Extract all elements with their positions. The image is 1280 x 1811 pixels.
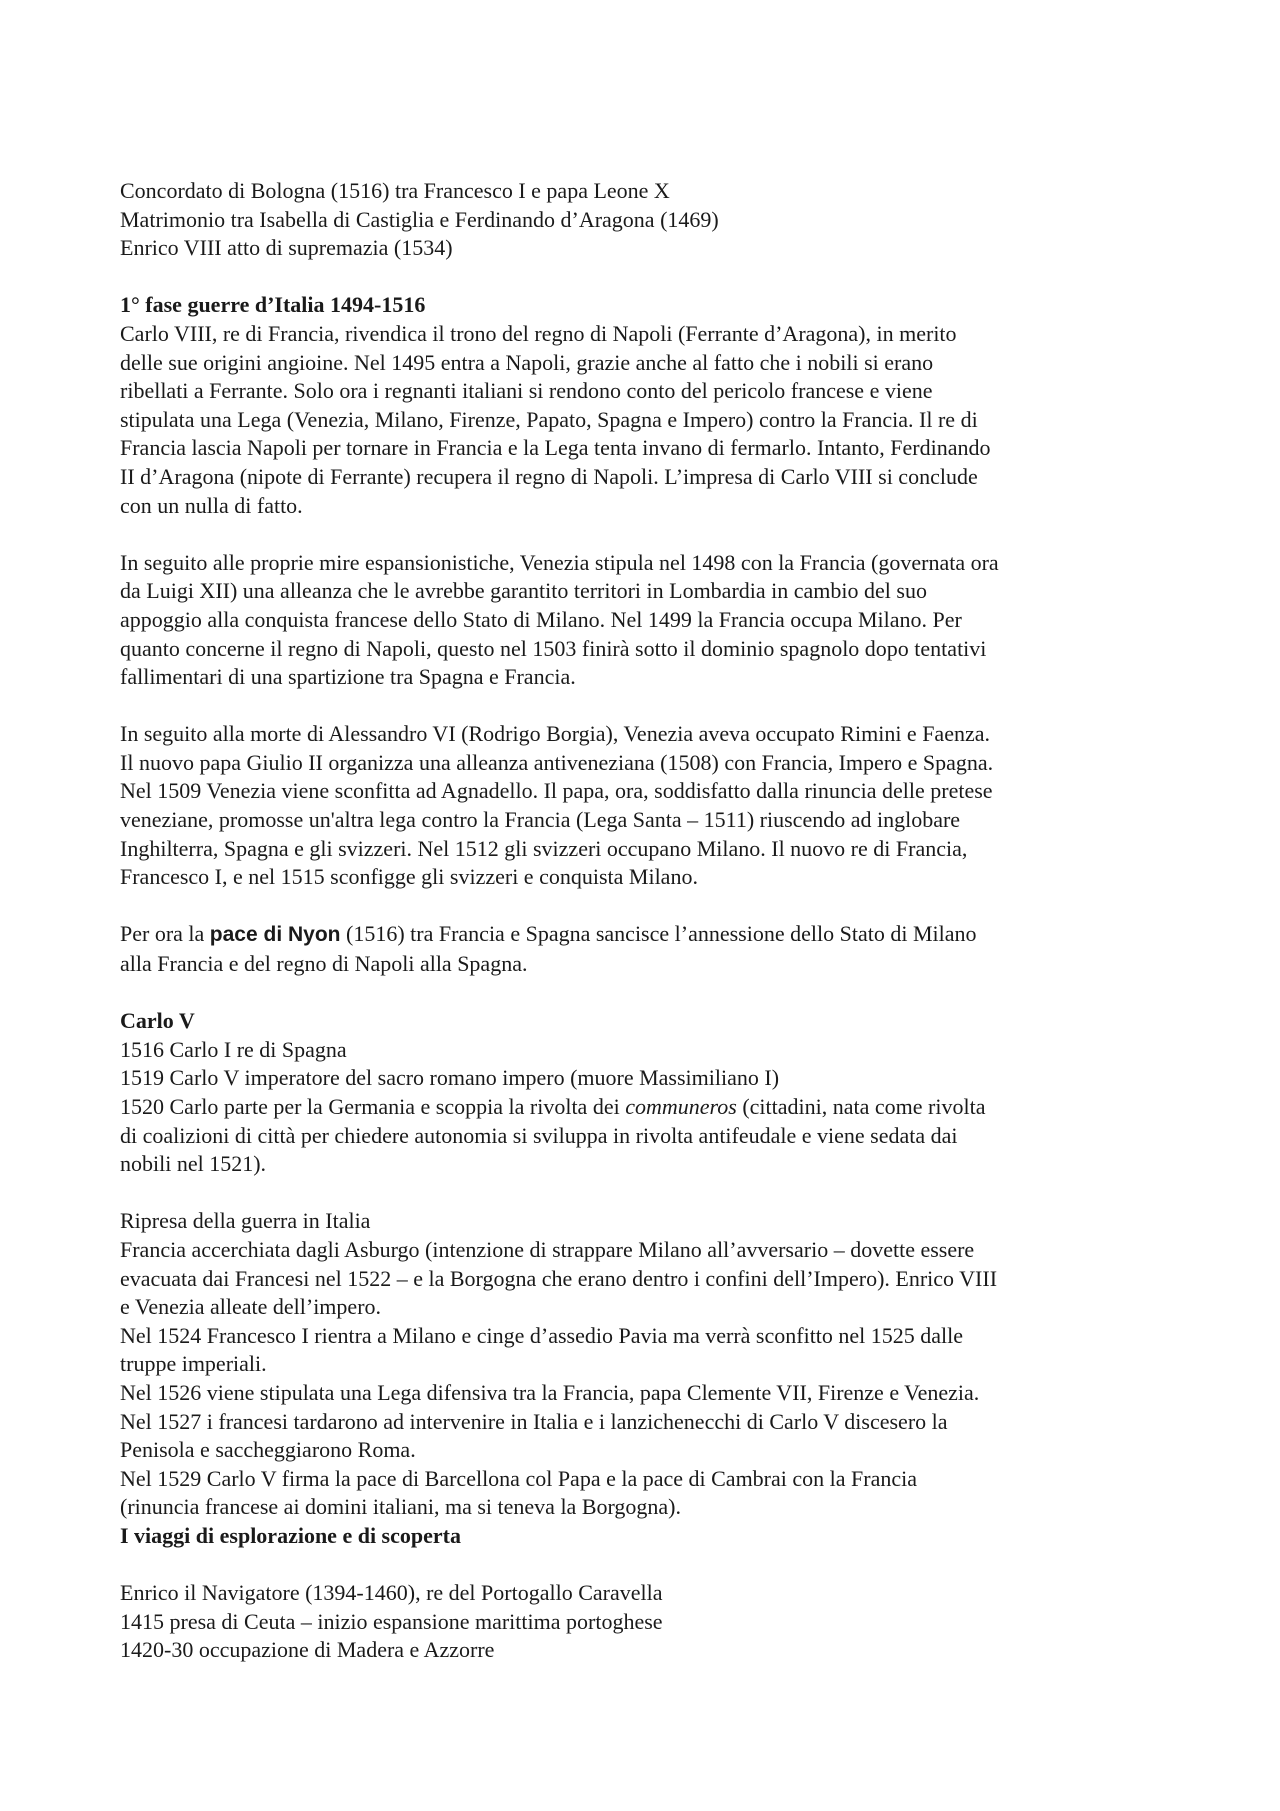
- paragraph: [120, 549, 1170, 692]
- paragraph-line: 1519 Carlo V imperatore del sacro romano impero (muore Massimiliano I): [120, 1065, 780, 1091]
- paragraph-line: stipulata una Lega (Venezia, Milano, Firenze, Papato, Spagna e Impero) contro la Francia. Il re di: [120, 406, 978, 432]
- section-viaggi: [120, 1522, 1170, 1665]
- paragraph-line: di coalizioni di città per chiedere autonomia si sviluppa in rivolta antifeudale e viene sedata dai: [120, 1122, 958, 1148]
- paragraph-line: delle sue origini angioine. Nel 1495 entra a Napoli, grazie anche al fatto che i nobili si erano: [120, 349, 934, 375]
- section-fase1: [120, 291, 1170, 978]
- paragraph-line: Francia lascia Napoli per tornare in Francia e la Lega tenta invano di fermarlo. Intanto, Ferdinando: [120, 435, 991, 461]
- paragraph-line: alla Francia e del regno di Napoli alla Spagna.: [120, 951, 528, 977]
- paragraph-line: appoggio alla conquista francese dello Stato di Milano. Nel 1499 la Francia occupa Milano. Per: [120, 606, 962, 632]
- text-run: (cittadini, nata come rivolta: [736, 1094, 986, 1119]
- paragraph-line: Nel 1527 i francesi tardarono ad intervenire in Italia e i lanzichenecchi di Carlo V discesero la: [120, 1408, 948, 1434]
- text-run: (1516) tra Francia e Spagna sancisce l’annessione dello Stato di Milano: [340, 921, 977, 947]
- intro-line: Matrimonio tra Isabella di Castiglia e Ferdinando d’Aragona (1469): [120, 206, 719, 232]
- spacer: [120, 520, 1170, 549]
- paragraph-line: ribellati a Ferrante. Solo ora i regnanti italiani si rendono conto del pericolo francese e viene: [120, 378, 933, 404]
- paragraph-line: fallimentari di una spartizione tra Spagna e Francia.: [120, 664, 576, 690]
- paragraph-line: Francia accerchiata dagli Asburgo (intenzione di strappare Milano all’avversario – dovette essere: [120, 1236, 975, 1262]
- paragraph-line: 1516 Carlo I re di Spagna: [120, 1036, 347, 1062]
- paragraph-line: nobili nel 1521).: [120, 1151, 267, 1177]
- paragraph-line: In seguito alle proprie mire espansionistiche, Venezia stipula nel 1498 con la Francia (governata ora: [120, 549, 999, 575]
- section-carlo-v: [120, 1007, 1170, 1179]
- paragraph-line: Inghilterra, Spagna e gli svizzeri. Nel 1512 gli svizzeri occupano Milano. Il nuovo re di Francia,: [120, 835, 968, 861]
- paragraph-line: Nel 1526 viene stipulata una Lega difensiva tra la Francia, papa Clemente VII, Firenze e Venezia.: [120, 1379, 980, 1405]
- paragraph-line: Francesco I, e nel 1515 sconfigge gli svizzeri e conquista Milano.: [120, 864, 698, 890]
- paragraph-line: Nel 1509 Venezia viene sconfitta ad Agnadello. Il papa, ora, soddisfatto dalla rinuncia delle pretese: [120, 778, 993, 804]
- paragraph-line: Nel 1529 Carlo V firma la pace di Barcellona col Papa e la pace di Cambrai con la Francia: [120, 1465, 917, 1491]
- paragraph-line: Enrico il Navigatore (1394-1460), re del Portogallo Caravella: [120, 1580, 663, 1606]
- section-heading: Carlo V: [120, 1008, 195, 1034]
- spacer: [120, 892, 1170, 921]
- section-ripresa: [120, 1207, 1170, 1522]
- paragraph: [120, 920, 1170, 978]
- intro-line: Concordato di Bologna (1516) tra Francesco I e papa Leone X: [120, 178, 670, 203]
- section-heading: 1° fase guerre d’Italia 1494-1516: [120, 292, 426, 318]
- paragraph-line: con un nulla di fatto.: [120, 492, 303, 518]
- text-run: 1520 Carlo parte per la Germania e scoppia la rivolta dei: [120, 1094, 626, 1119]
- intro-block: [120, 177, 1170, 263]
- paragraph-line: Il nuovo papa Giulio II organizza una alleanza antiveneziana (1508) con Francia, Impero e Spagna.: [120, 749, 994, 775]
- paragraph: [120, 720, 1170, 892]
- section-subheading: Ripresa della guerra in Italia: [120, 1208, 371, 1234]
- paragraph-line: [120, 1093, 1170, 1122]
- paragraph-line: Penisola e saccheggiarono Roma.: [120, 1437, 416, 1463]
- emphasis-pace-di-nyon: pace di Nyon: [209, 923, 341, 947]
- paragraph-line: evacuata dai Francesi nel 1522 – e la Borgogna che erano dentro i confini dell’Impero). Enrico VIII: [120, 1265, 998, 1291]
- paragraph-line: da Luigi XII) una alleanza che le avrebbe garantito territori in Lombardia in cambio del suo: [120, 578, 927, 604]
- spacer: [120, 979, 1170, 1008]
- paragraph-line: In seguito alla morte di Alessandro VI (Rodrigo Borgia), Venezia aveva occupato Rimini e Faenza.: [120, 721, 990, 747]
- text-run: Per ora la: [120, 921, 210, 947]
- paragraph-line: 1420-30 occupazione di Madera e Azzorre: [120, 1637, 495, 1663]
- paragraph-line: Nel 1524 Francesco I rientra a Milano e cinge d’assedio Pavia ma verrà sconfitto nel 1525 dalle: [120, 1322, 964, 1348]
- paragraph-line: II d’Aragona (nipote di Ferrante) recupera il regno di Napoli. L’impresa di Carlo VIII si conclude: [120, 463, 978, 489]
- section-heading: I viaggi di esplorazione e di scoperta: [120, 1522, 461, 1548]
- paragraph-line: Carlo VIII, re di Francia, rivendica il trono del regno di Napoli (Ferrante d’Aragona), in merito: [120, 320, 957, 346]
- spacer: [120, 692, 1170, 721]
- emphasis-communeros: communeros: [625, 1094, 737, 1119]
- spacer: [120, 263, 1170, 292]
- paragraph-line: [120, 920, 1170, 950]
- document-page: [120, 177, 1170, 1665]
- paragraph-line: veneziane, promosse un'altra lega contro la Francia (Lega Santa – 1511) riuscendo ad inglobare: [120, 807, 961, 833]
- spacer: [120, 1551, 1170, 1580]
- paragraph-line: 1415 presa di Ceuta – inizio espansione marittima portoghese: [120, 1608, 663, 1634]
- spacer: [120, 1179, 1170, 1208]
- paragraph-line: e Venezia alleate dell’impero.: [120, 1294, 382, 1320]
- paragraph-line: quanto concerne il regno di Napoli, questo nel 1503 finirà sotto il dominio spagnolo dopo tentativi: [120, 635, 987, 661]
- paragraph: [120, 320, 1170, 520]
- paragraph-line: truppe imperiali.: [120, 1351, 267, 1377]
- paragraph-line: (rinuncia francese ai domini italiani, ma si teneva la Borgogna).: [120, 1494, 682, 1520]
- intro-line: Enrico VIII atto di supremazia (1534): [120, 235, 453, 261]
